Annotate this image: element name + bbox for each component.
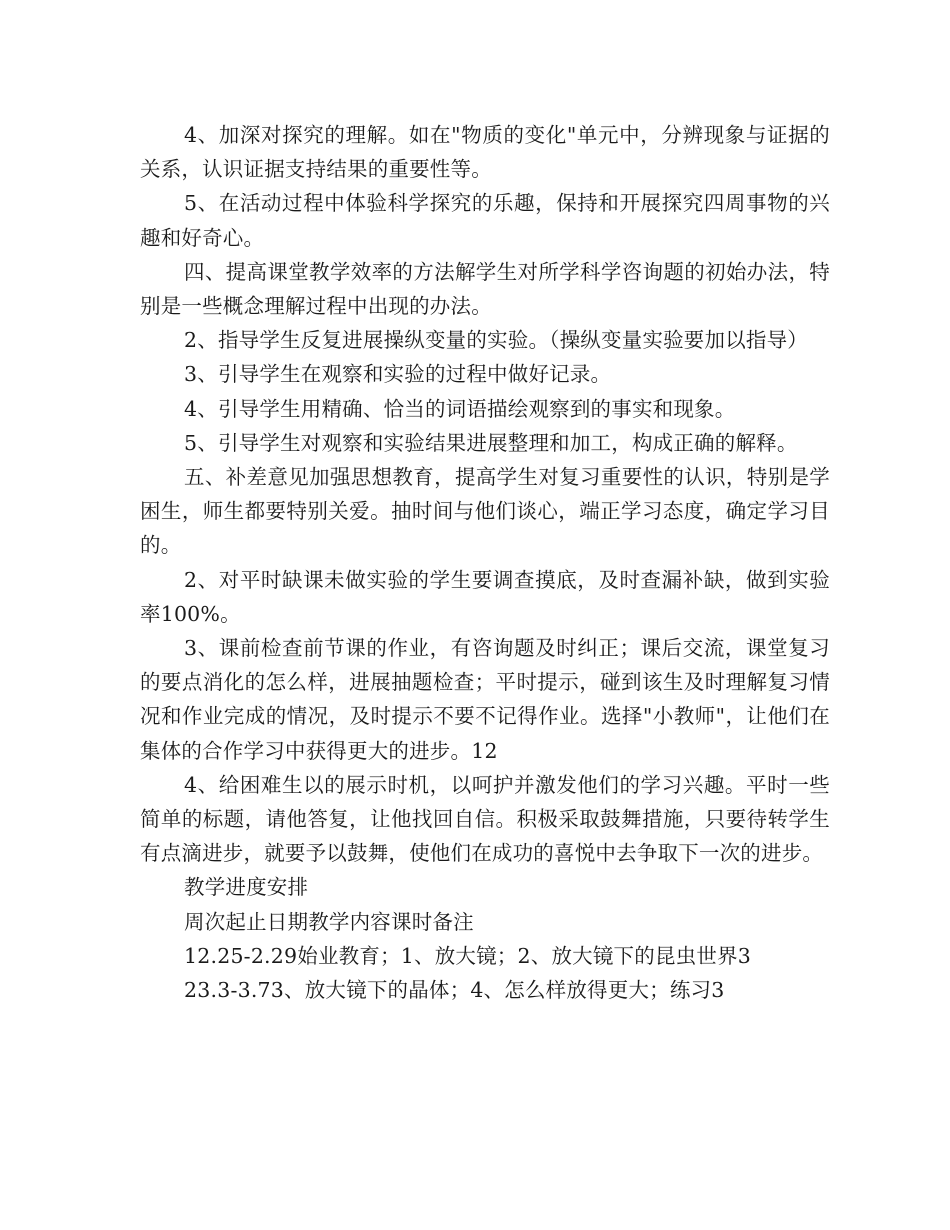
schedule-header-row: 周次起止日期教学内容课时备注 [184, 909, 474, 934]
paragraph: 4、引导学生用精确、恰当的词语描绘观察到的事实和现象。 [184, 396, 736, 421]
paragraph: 2、指导学生反复进展操纵变量的实验。（操纵变量实验要加以指导） [184, 328, 808, 353]
paragraph: 2、对平时缺课未做实验的学生要调查摸底，及时查漏补缺，做到实验率100%。 [140, 567, 830, 626]
schedule-row: 12.25-2.29始业教育；1、放大镜；2、放大镜下的昆虫世界3 [184, 943, 751, 968]
paragraph: 四、提高课堂教学效率的方法解学生对所学科学咨询题的初始办法，特别是一些概念理解过程中出现的办法。 [140, 259, 830, 319]
paragraph: 3、课前检查前节课的作业，有咨询题及时纠正；课后交流，课堂复习的要点消化的怎么样，进展抽题检查；平时提示，碰到该生及时理解复习情况和作业完成的情况，及时提示不要不记得作业。选择"小教师"，让他们在集体的合作学习中获得更大的进步。12 [140, 636, 830, 763]
paragraph: 五、补差意见加强思想教育，提高学生对复习重要性的认识，特别是学困生，师生都要特别关爱。抽时间与他们谈心，端正学习态度，确定学习目的。 [140, 465, 830, 558]
paragraph: 5、引导学生对观察和实验结果进展整理和加工，构成正确的解释。 [184, 430, 798, 455]
paragraph: 3、引导学生在观察和实验的过程中做好记录。 [184, 362, 612, 387]
paragraph: 5、在活动过程中体验科学探究的乐趣，保持和开展探究四周事物的兴趣和好奇心。 [140, 191, 830, 250]
schedule-row: 23.3-3.73、放大镜下的晶体；4、怎么样放得更大；练习3 [184, 978, 725, 1003]
document-body [140, 118, 830, 1007]
paragraph: 4、加深对探究的理解。如在"物质的变化"单元中，分辨现象与证据的关系，认识证据支持结果的重要性等。 [140, 123, 830, 182]
section-heading: 教学进度安排 [184, 875, 309, 900]
paragraph: 4、给困难生以的展示时机，以呵护并激发他们的学习兴趣。平时一些简单的标题，请他答复，让他找回自信。积极采取鼓舞措施，只要待转学生有点滴进步，就要予以鼓舞，使他们在成功的喜悦中去争取下一次的进步。 [140, 772, 830, 866]
